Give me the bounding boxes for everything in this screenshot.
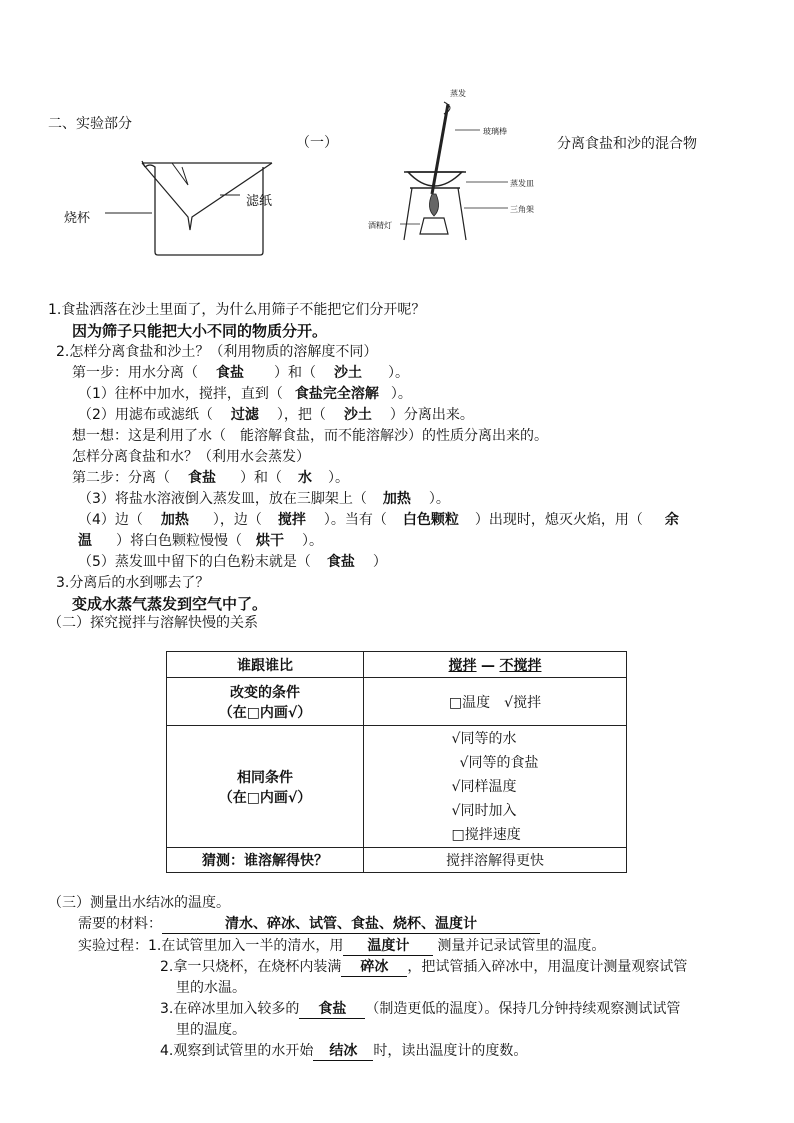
substep-1: （1）往杯中加水，搅拌，直到（ 食盐完全溶解 ）。: [78, 386, 412, 402]
part1-title: 分离食盐和沙的混合物: [557, 136, 697, 152]
comparison-table: [166, 651, 627, 873]
filter-label: 滤纸: [246, 194, 273, 209]
process-step-3-cont: 里的温度。: [176, 1022, 246, 1038]
process-step-1: 实验过程：1.在试管里加入一半的清水，用 温度计 测量并记录试管里的温度。: [78, 935, 605, 956]
same-condition-item: √同时加入: [451, 802, 517, 819]
answer-3: 变成水蒸气蒸发到空气中了。: [72, 595, 268, 613]
tripod-label: 三角架: [510, 205, 534, 214]
alcohol-lamp-label: 酒精灯: [368, 221, 392, 230]
evaporate-label: 蒸发: [450, 89, 466, 98]
process-step-2: 2.拿一只烧杯，在烧杯内装满 碎冰 ，把试管插入碎冰中，用温度计测量观察试管: [160, 956, 687, 977]
substep-4: （4）边（ 加热 ），边（ 搅拌 ）。当有（ 白色颗粒 ）出现时，熄灭火焰，用（ 余: [78, 512, 679, 528]
question-3: 3.分离后的水到哪去了？: [56, 575, 210, 591]
same-condition-item: √同等的水: [451, 730, 517, 747]
materials-line: 需要的材料： 清水、碎冰、试管、食盐、烧杯、温度计: [78, 913, 540, 934]
guess-value: 搅拌溶解得更快: [364, 848, 627, 873]
process-step-3: 3.在碎冰里加入较多的 食盐 （制造更低的温度）。保持几分钟持续观察测试试管: [160, 998, 680, 1019]
part3-heading: （三）测量出水结冰的温度。: [48, 895, 230, 911]
table-header-compare: 谁跟谁比: [167, 652, 364, 678]
substep-5: （5）蒸发皿中留下的白色粉末就是（ 食盐 ）: [78, 554, 387, 570]
guess-label: 猜测：谁溶解得快？: [167, 848, 364, 873]
table-header-pair: 搅拌 — 不搅拌: [364, 652, 627, 678]
substep-2: （2）用滤布或滤纸（ 过滤 ），把（ 沙土 ）分离出来。: [78, 407, 474, 423]
process-step-2-cont: 里的水温。: [176, 980, 246, 996]
same-condition-item: √同样温度: [451, 778, 517, 795]
think-line: 想一想：这是利用了水（ 能溶解食盐，而不能溶解沙）的性质分离出来的。: [72, 428, 548, 444]
substep-4-continued: 温 ）将白色颗粒慢慢（ 烘干 ）。: [78, 533, 323, 549]
same-condition-item: √同等的食盐: [459, 754, 539, 771]
process-step-4: 4.观察到试管里的水开始 结冰 时，读出温度计的度数。: [160, 1040, 527, 1061]
same-condition-item: □搅拌速度: [451, 826, 521, 843]
part1-number: （一）: [296, 135, 338, 151]
step-2-line: 第二步：分离（ 食盐 ）和（ 水 ）。: [72, 470, 349, 486]
evaporating-dish-label: 蒸发皿: [510, 179, 534, 188]
glass-rod-label: 玻璃棒: [483, 127, 507, 136]
changed-condition-cell: 改变的条件 （在□内画√）: [167, 678, 364, 726]
changed-condition-value: □温度 √搅拌: [364, 678, 627, 726]
question-1: 1.食盐洒落在沙土里面了，为什么用筛子不能把它们分开呢？: [48, 302, 426, 318]
part2-heading: （二）探究搅拌与溶解快慢的关系: [48, 615, 258, 631]
section-title: 二、实验部分: [48, 116, 132, 132]
answer-1: 因为筛子只能把大小不同的物质分开。: [72, 322, 328, 340]
same-condition-list: [364, 726, 627, 848]
substep-3: （3）将盐水溶液倒入蒸发皿，放在三脚架上（ 加热 ）。: [78, 491, 450, 507]
question-2: 2.怎样分离食盐和沙土？（利用物质的溶解度不同）: [56, 344, 378, 360]
same-condition-cell: 相同条件 （在□内画√）: [167, 726, 364, 848]
beaker-label: 烧杯: [64, 211, 91, 226]
step-1-line: 第一步：用水分离（ 食盐 ）和（ 沙土 ）。: [72, 365, 409, 381]
question-water: 怎样分离食盐和水？（利用水会蒸发）: [72, 449, 310, 465]
